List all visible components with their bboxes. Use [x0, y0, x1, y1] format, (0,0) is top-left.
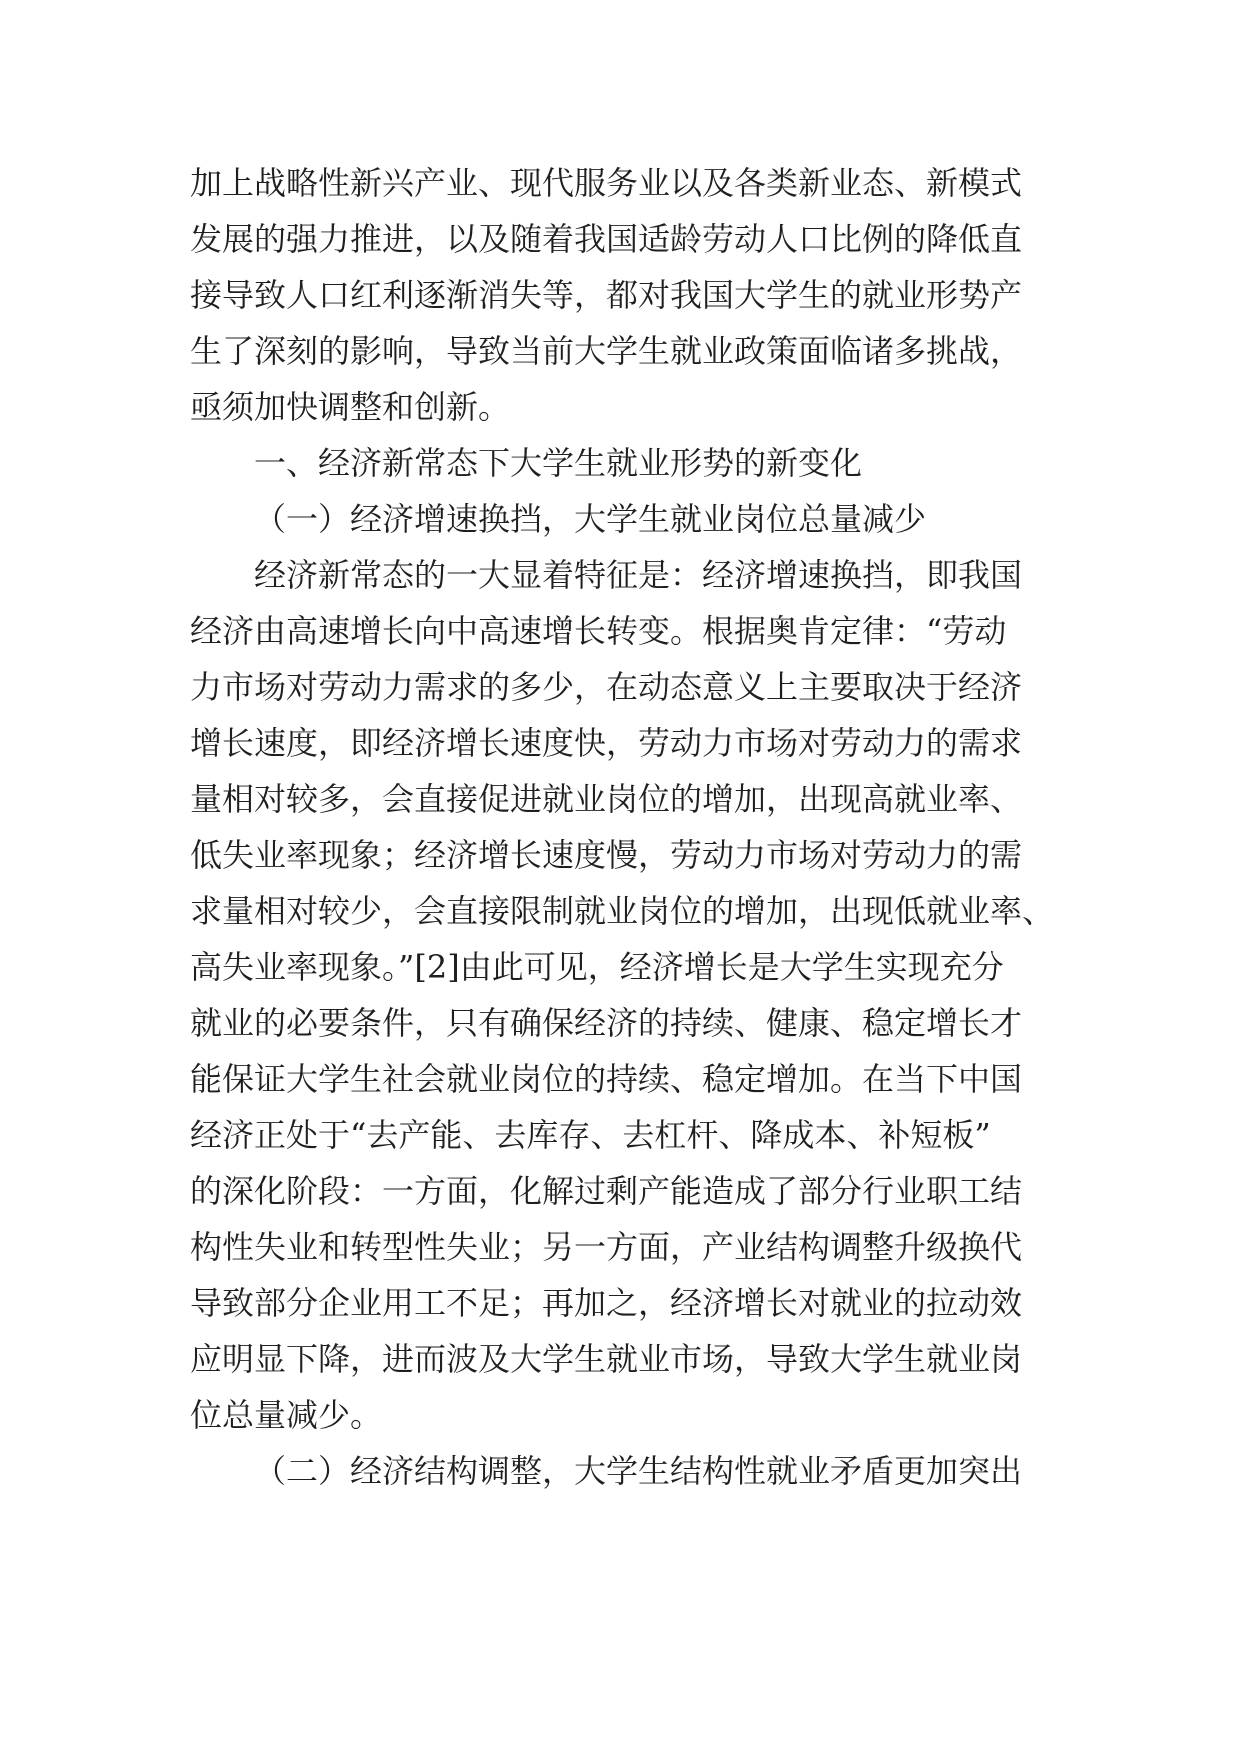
text-line: 构性失业和转型性失业；另一方面，产业结构调整升级换代 [190, 1228, 1023, 1266]
subsection-heading: （二）经济结构调整，大学生结构性就业矛盾更加突出 [254, 1452, 1023, 1490]
text-line: 力市场对劳动力需求的多少，在动态意义上主要取决于经济 [190, 668, 1023, 706]
text-line: 量相对较多，会直接促进就业岗位的增加，出现高就业率、 [190, 780, 1023, 818]
text-line: 高失业率现象。”[2]由此可见，经济增长是大学生实现充分 [190, 948, 1004, 986]
text-line: 能保证大学生社会就业岗位的持续、稳定增加。在当下中国 [190, 1060, 1023, 1098]
subsection-heading: （一）经济增速换挡，大学生就业岗位总量减少 [254, 500, 927, 538]
text-line: 生了深刻的影响，导致当前大学生就业政策面临诸多挑战， [190, 332, 1023, 370]
text-line: 导致部分企业用工不足；再加之，经济增长对就业的拉动效 [190, 1284, 1023, 1322]
text-line: 经济由高速增长向中高速增长转变。根据奥肯定律：“劳动 [190, 612, 1007, 650]
body-text [190, 155, 1055, 1499]
text-line: 经济新常态的一大显着特征是：经济增速换挡，即我国 [254, 556, 1023, 594]
text-line: 就业的必要条件，只有确保经济的持续、健康、稳定增长才 [190, 1004, 1023, 1042]
text-line: 低失业率现象；经济增长速度慢，劳动力市场对劳动力的需 [190, 836, 1023, 874]
text-line: 位总量减少。 [190, 1396, 383, 1434]
text-line: 经济正处于“去产能、去库存、去杠杆、降成本、补短板” [190, 1116, 991, 1154]
text-line: 发展的强力推进，以及随着我国适龄劳动人口比例的降低直 [190, 220, 1023, 258]
text-line: 加上战略性新兴产业、现代服务业以及各类新业态、新模式 [190, 164, 1023, 202]
text-line: 求量相对较少，会直接限制就业岗位的增加，出现低就业率、 [190, 892, 1055, 930]
text-line: 接导致人口红利逐渐消失等，都对我国大学生的就业形势产 [190, 276, 1023, 314]
text-line: 亟须加快调整和创新。 [190, 388, 511, 426]
text-line: 增长速度，即经济增长速度快，劳动力市场对劳动力的需求 [190, 724, 1023, 762]
text-line: 应明显下降，进而波及大学生就业市场，导致大学生就业岗 [190, 1340, 1023, 1378]
section-heading: 一、经济新常态下大学生就业形势的新变化 [254, 444, 863, 482]
text-line: 的深化阶段：一方面，化解过剩产能造成了部分行业职工结 [190, 1172, 1023, 1210]
